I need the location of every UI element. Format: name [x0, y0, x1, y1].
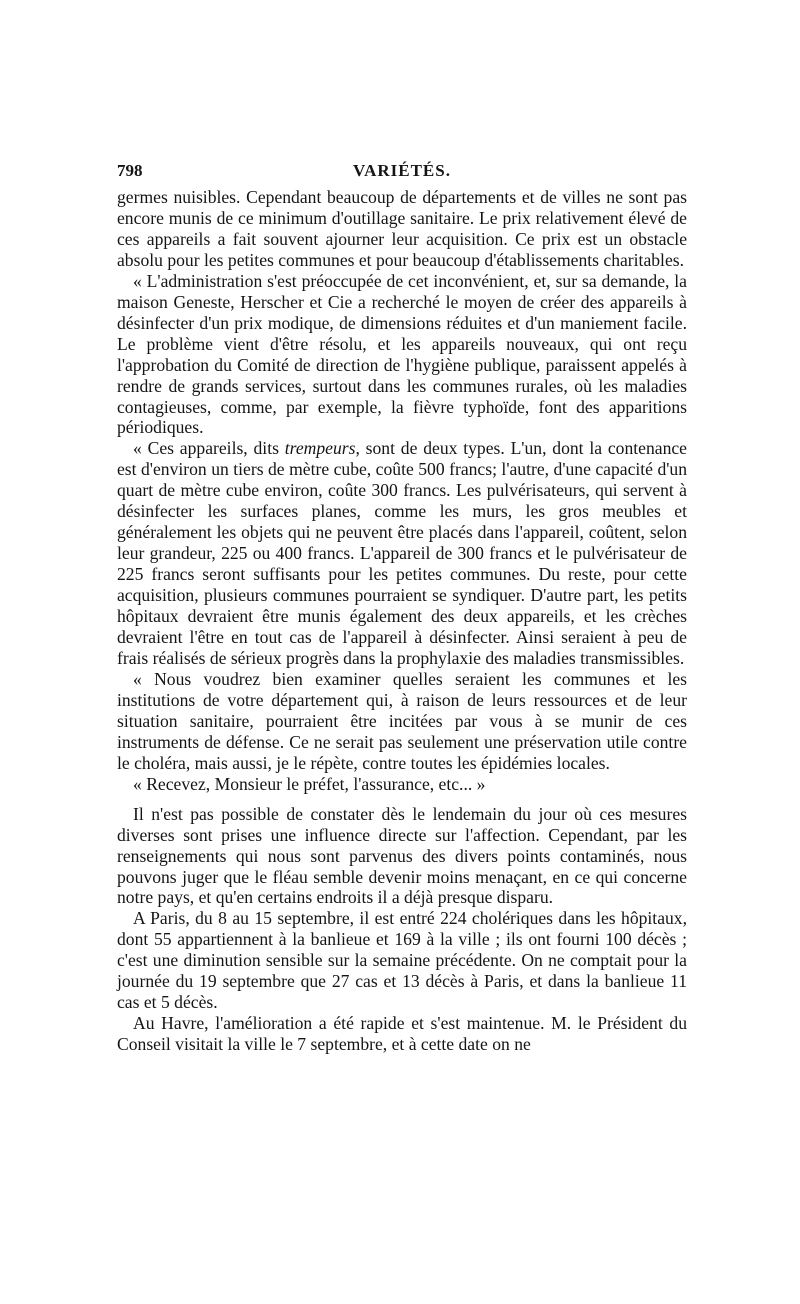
page-header: [117, 161, 687, 185]
paragraph: [117, 438, 687, 668]
paragraph: A Paris, du 8 au 15 septembre, il est entré 224 cholériques dans les hôpitaux, dont 55 appartiennent à la banlieue et 169 à la ville ; ils ont fourni 100 décès ; c'est une diminution sensible sur la semaine précédente. On ne comptait pour la journée du 19 septembre que 27 cas et 13 décès à Paris, et dans la banlieue 11 cas et 5 décès.: [117, 908, 687, 1013]
paragraph: Au Havre, l'amélioration a été rapide et s'est maintenue. M. le Président du Conseil visitait la ville le 7 septembre, et à cette date on ne: [117, 1013, 687, 1055]
paragraph: « Nous voudrez bien examiner quelles seraient les communes et les institutions de votre département qui, à raison de leurs ressources et de leur situation sanitaire, pourraient être incitées par vous à se munir de ces instruments de défense. Ce ne serait pas seulement une préservation utile contre le choléra, mais aussi, je le répète, contre toutes les épidémies locales.: [117, 668, 687, 773]
paragraph-text: , sont de deux types. L'un, dont la contenance est d'environ un tiers de mètre cube, coûte 500 francs; l'autre, d'une capacité d'un quart de mètre cube environ, coûte 300 francs. Les pulvérisateurs, qui servent à désinfecter les surfaces planes, comme les murs, les gros meubles et généralement les objets qui ne peuvent être placés dans l'appareil, coûtent, selon leur grandeur, 225 ou 400 francs. L'appareil de 300 francs et le pulvérisateur de 225 francs seront suffisants pour les petites communes. Du reste, pour cette acquisition, plusieurs communes pourraient se syndiquer. D'autre part, les petits hôpitaux devraient être munis également des deux appareils, et les crèches devraient l'être en tout cas de l'appareil à désinfecter. Ainsi seraient à peu de frais réalisés de sérieux progrès dans la prophylaxie des maladies transmissibles.: [117, 438, 687, 668]
paragraph: Il n'est pas possible de constater dès le lendemain du jour où ces mesures diverses sont prises une influence directe sur l'affection. Cependant, par les renseignements qui nous sont parvenus des divers points contaminés, nous pouvons juger que le fléau semble devenir moins menaçant, en ce qui concerne notre pays, et qu'en certains endroits il a déjà presque disparu.: [117, 803, 687, 908]
running-head: VARIÉTÉS.: [353, 161, 451, 180]
paragraph-text: « Ces appareils, dits: [133, 438, 285, 459]
paragraph: « Recevez, Monsieur le préfet, l'assurance, etc... »: [133, 773, 486, 794]
body-text: [117, 187, 687, 1055]
emphasis-term: trempeurs: [284, 438, 356, 459]
page-number: 798: [117, 161, 143, 180]
paragraph: « L'administration s'est préoccupée de cet inconvénient, et, sur sa demande, la maison Geneste, Herscher et Cie a recherché le moyen de créer des appareils à désinfecter d'un prix modique, de dimensions réduites et d'un maniement facile. Le problème vient d'être résolu, et les appareils nouveaux, qui ont reçu l'approbation du Comité de direction de l'hygiène publique, paraissent appelés à rendre de grands services, surtout dans les communes rurales, où les maladies contagieuses, comme, par exemple, la fièvre typhoïde, font des apparitions périodiques.: [117, 270, 687, 438]
paragraph: germes nuisibles. Cependant beaucoup de départements et de villes ne sont pas encore munis de ce minimum d'outillage sanitaire. Le prix relativement élevé de ces appareils a fait souvent ajourner leur acquisition. Ce prix est un obstacle absolu pour les petites communes et pour beaucoup d'établissements charitables.: [117, 187, 687, 270]
